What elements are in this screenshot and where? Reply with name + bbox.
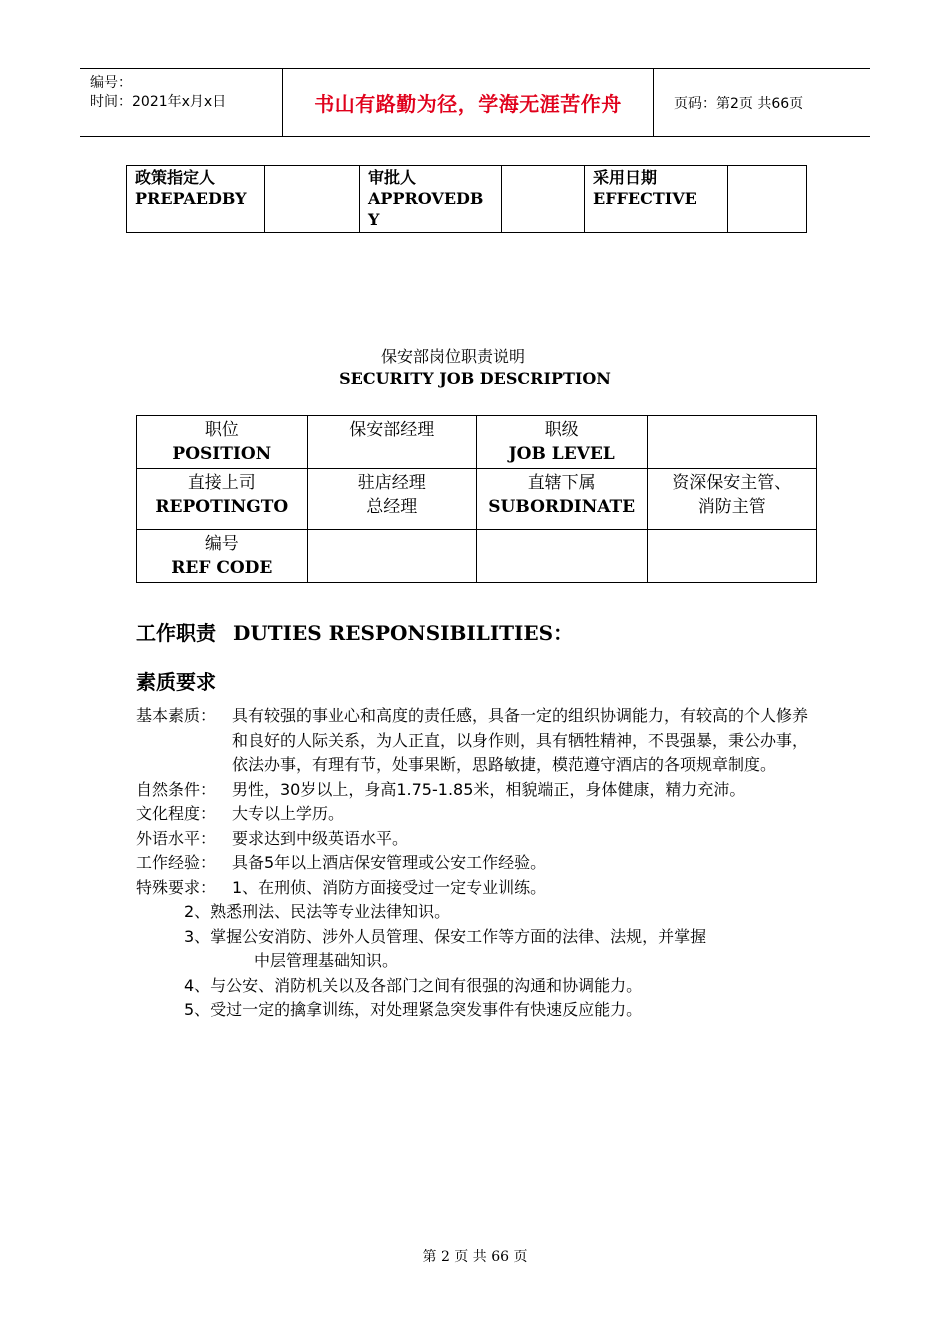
basic-text: 具有较强的事业心和高度的责任感，具备一定的组织协调能力，有较高的个人修养和良好的人际关系，为人正直，以身作则，具有牺牲精神，不畏强暴，秉公办事，依法办事，有理有节，处事果断，思路敏捷，模范遵守酒店的各项规章制度。: [232, 706, 809, 774]
duties-heading-cn: 工作职责: [136, 621, 216, 645]
position-label-cell: [137, 416, 308, 469]
prepared-by-label-cell: [127, 166, 265, 233]
header-motto: 书山有路勤为径，学海无涯苦作舟: [314, 92, 622, 116]
natural-conditions: [136, 778, 836, 803]
document-title-en: SECURITY JOB DESCRIPTION: [339, 369, 611, 388]
education: [136, 802, 836, 827]
subordinate-value-1: 资深保安主管、: [672, 473, 792, 493]
duties-heading-en: DUTIES RESPONSIBILITIES：: [232, 621, 574, 645]
document-title-cn: [0, 344, 950, 367]
special-item-5: 5、受过一定的擒拿训练，对处理紧急突发事件有快速反应能力。: [184, 1000, 643, 1019]
report-cn: 直接上司: [187, 473, 256, 493]
header-time: 时间：2021年x月x日: [90, 94, 227, 110]
report-en: REPOTINGTO: [155, 497, 289, 517]
job-info-table: [136, 415, 817, 583]
subordinate-cn: 直辖下属: [527, 473, 596, 493]
level-en: JOB LEVEL: [508, 444, 615, 464]
language-text: 要求达到中级英语水平。: [232, 828, 409, 848]
prepared-by-cn: 政策指定人: [135, 168, 216, 187]
experience-text: 具备5年以上酒店保安管理或公安工作经验。: [232, 853, 547, 872]
approval-table: [126, 165, 807, 233]
report-value-cell: [307, 469, 476, 530]
special-item-2: 2、熟悉刑法、民法等专业法律知识。: [184, 902, 451, 921]
page-footer: 第 2 页 共 66 页: [422, 1249, 528, 1265]
empty-cell: [476, 530, 647, 583]
natural-text: 男性，30岁以上，身高1.75-1.85米，相貌端正，身体健康，精力充沛。: [232, 779, 746, 799]
education-text: 大专以上学历。: [232, 804, 345, 823]
header-number: 编号：: [90, 75, 132, 91]
language: [136, 827, 836, 852]
position-value: 保安部经理: [349, 420, 435, 440]
natural-label: 自然条件：: [136, 779, 217, 799]
duties-heading: [136, 617, 573, 646]
quality-heading: 素质要求: [136, 670, 216, 694]
position-cn: 职位: [204, 420, 239, 440]
level-cn: 职级: [544, 420, 579, 440]
empty-cell: [647, 530, 816, 583]
special-item-4: 4、与公安、消防机关以及各部门之间有很强的沟通和协调能力。: [184, 975, 643, 995]
header-page-info: [664, 69, 870, 136]
special-item-1: 1、在刑侦、消防方面接受过一定专业训练。: [232, 877, 547, 897]
table-row: [137, 469, 817, 530]
page-header: [80, 68, 870, 137]
approved-by-value-cell: [502, 166, 585, 233]
level-value-cell: [647, 416, 816, 469]
approved-by-label-cell: [360, 166, 502, 233]
page-info-text: 页码：第2页 共66页: [674, 95, 804, 112]
position-en: POSITION: [172, 444, 272, 464]
requirements-body: [136, 704, 836, 1023]
special-item-3-cont: 中层管理基础知识。: [254, 951, 399, 970]
title-cn-text: 保安部岗位职责说明: [380, 347, 525, 366]
approved-by-cn: 审批人: [368, 168, 417, 187]
subordinate-value-cell: [647, 469, 816, 530]
approved-by-en: APPROVEDBY: [368, 189, 484, 229]
ref-label-cell: [137, 530, 308, 583]
header-divider: [653, 69, 654, 136]
subordinate-en: SUBORDINATE: [488, 497, 636, 517]
header-meta: [80, 69, 282, 136]
ref-en: REF CODE: [171, 558, 273, 578]
table-row: [137, 416, 817, 469]
basic-label: 基本素质：: [136, 706, 217, 725]
experience-label: 工作经验：: [136, 853, 217, 872]
special-item-3: 3、掌握公安消防、涉外人员管理、保安工作等方面的法律、法规，并掌握: [184, 926, 707, 946]
prepared-by-en: PREPAEDBY: [135, 189, 247, 208]
prepared-by-value-cell: [265, 166, 360, 233]
basic-quality: [136, 704, 836, 778]
experience: [136, 851, 836, 876]
effective-value-cell: [728, 166, 807, 233]
effective-en: EFFECTIVE: [593, 189, 697, 208]
table-row: [137, 530, 817, 583]
subordinate-value-2: 消防主管: [697, 497, 766, 517]
special-label: 特殊要求：: [136, 877, 217, 897]
level-label-cell: [476, 416, 647, 469]
ref-cn: 编号: [204, 534, 239, 554]
position-value-cell: [307, 416, 476, 469]
language-label: 外语水平：: [136, 828, 217, 848]
education-label: 文化程度：: [136, 804, 217, 823]
report-value-1: 驻店经理: [357, 473, 426, 493]
ref-value-cell: [307, 530, 476, 583]
subordinate-label-cell: [476, 469, 647, 530]
special-requirements: [136, 876, 836, 901]
effective-cn: 采用日期: [593, 168, 658, 187]
report-label-cell: [137, 469, 308, 530]
report-value-2: 总经理: [366, 497, 418, 517]
effective-label-cell: [585, 166, 728, 233]
